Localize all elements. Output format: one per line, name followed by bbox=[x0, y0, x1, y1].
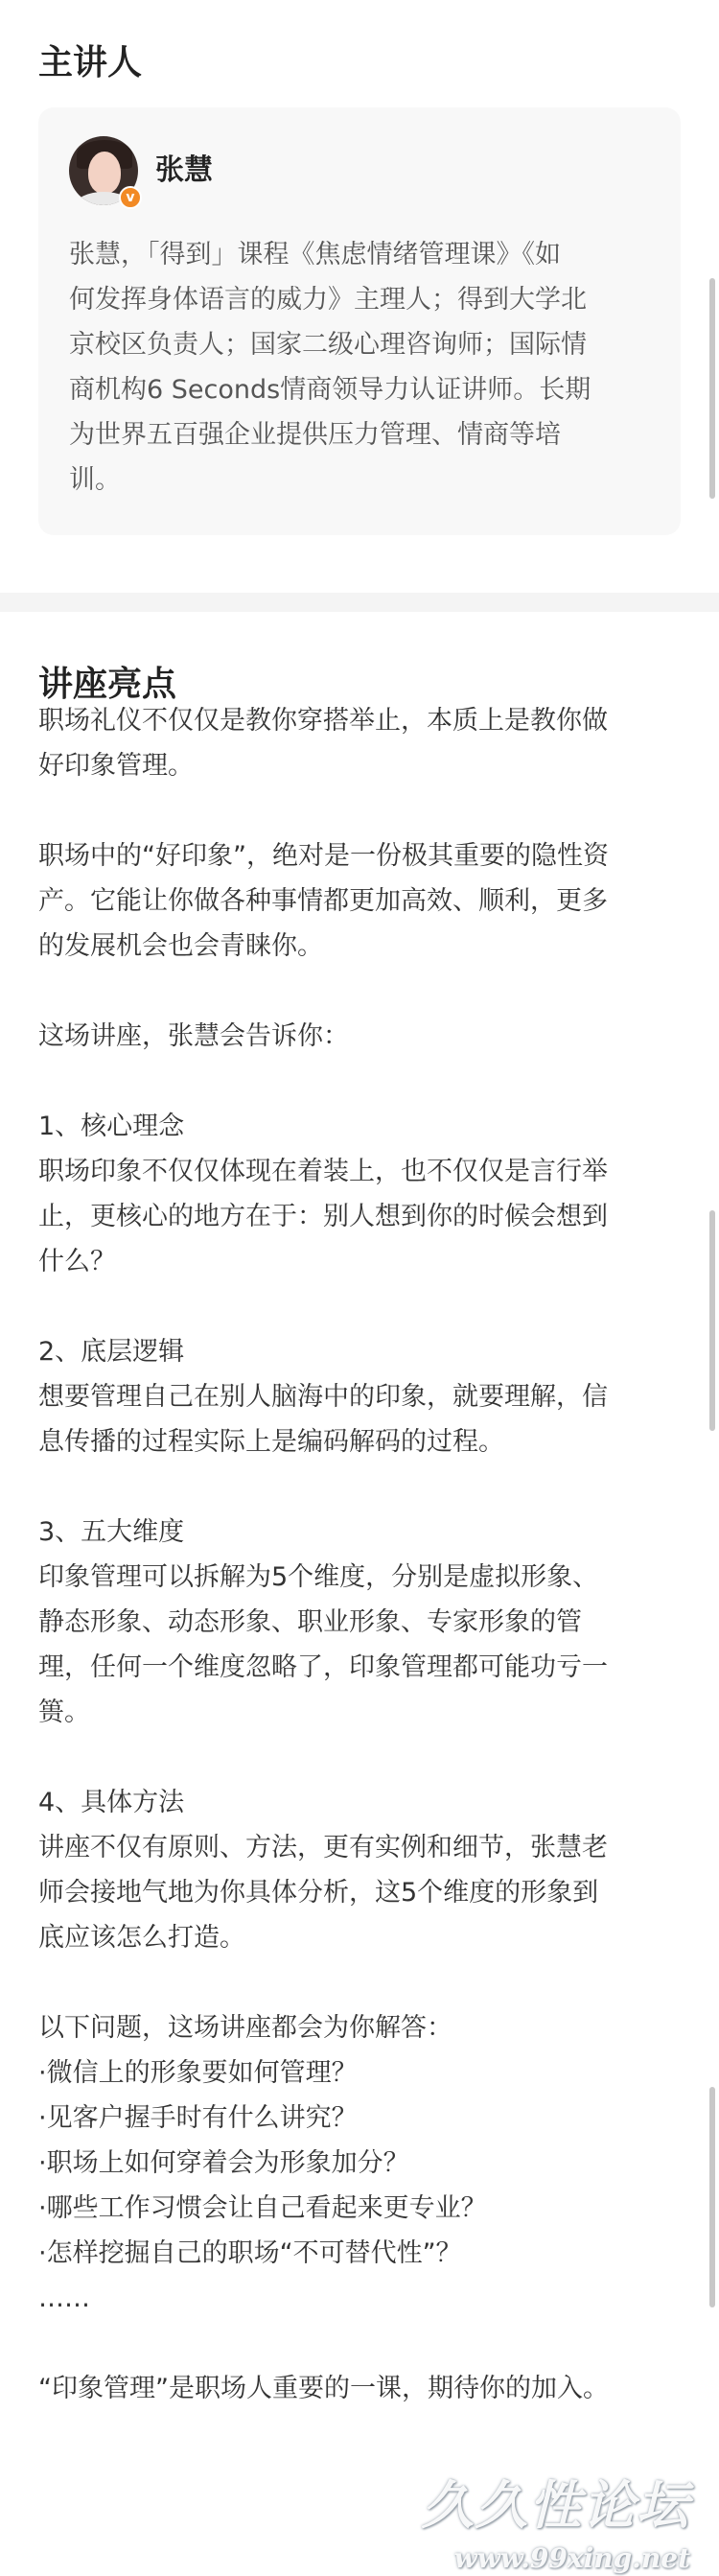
speaker-name: 张慧 bbox=[155, 153, 213, 187]
highlight-line: 息传播的过程实际上是编码解码的过程。 bbox=[38, 1427, 504, 1457]
highlight-line: ·见客户握手时有什么讲究？ bbox=[38, 2103, 358, 2133]
highlight-line: 篑。 bbox=[38, 1698, 90, 1727]
bio-line: 商机构6 Seconds情商领导力认证讲师。长期 bbox=[69, 375, 591, 405]
watermark-title: 久久性论坛 bbox=[422, 2474, 690, 2536]
highlight-line: 以下问题，这场讲座都会为你解答： bbox=[38, 2013, 452, 2043]
highlight-line: 4、具体方法 bbox=[38, 1788, 185, 1817]
highlight-line: “印象管理”是职场人重要的一课，期待你的加入。 bbox=[38, 2374, 609, 2403]
paragraph-spacer bbox=[38, 788, 681, 833]
paragraph-spacer bbox=[38, 1735, 681, 1780]
scrollbar-thumb-bottom[interactable] bbox=[709, 2087, 715, 2307]
highlight-line: 想要管理自己在别人脑海中的印象，就要理解，信 bbox=[38, 1382, 608, 1412]
highlight-line: ·微信上的形象要如何管理？ bbox=[38, 2058, 358, 2088]
watermark-url: www.99xing.net bbox=[453, 2542, 690, 2574]
highlight-line: 理，任何一个维度忽略了，印象管理都可能功亏一 bbox=[38, 1652, 608, 1682]
highlights-body bbox=[38, 698, 681, 2411]
highlight-line: 静态形象、动态形象、职业形象、专家形象的管 bbox=[38, 1607, 582, 1637]
highlight-line: ·职场上如何穿着会为形象加分？ bbox=[38, 2148, 409, 2178]
verified-badge-icon: v bbox=[119, 186, 142, 209]
highlight-line: 师会接地气地为你具体分析，这5个维度的形象到 bbox=[38, 1878, 599, 1908]
highlight-line: …… bbox=[38, 2283, 90, 2313]
highlight-line: 1、核心理念 bbox=[38, 1112, 185, 1141]
speaker-card[interactable] bbox=[38, 107, 681, 535]
highlight-line: 职场中的“好印象”，绝对是一份极其重要的隐性资 bbox=[38, 841, 609, 871]
highlight-line: 的发展机会也会青睐你。 bbox=[38, 931, 323, 961]
highlight-line: 讲座不仅有原则、方法，更有实例和细节，张慧老 bbox=[38, 1833, 608, 1862]
highlight-line: 2、底层逻辑 bbox=[38, 1337, 185, 1367]
bio-line: 训。 bbox=[69, 465, 121, 495]
scrollbar-thumb-lower[interactable] bbox=[709, 1210, 715, 1431]
highlight-line: 职场印象不仅仅体现在着装上，也不仅仅是言行举 bbox=[38, 1157, 608, 1186]
highlight-line: 产。它能让你做各种事情都更加高效、顺利，更多 bbox=[38, 886, 608, 916]
section-divider bbox=[0, 593, 719, 612]
highlight-line: 好印象管理。 bbox=[38, 751, 194, 781]
bio-line: 为世界五百强企业提供压力管理、情商等培 bbox=[69, 420, 561, 450]
avatar-face bbox=[88, 152, 121, 194]
watermark-logo bbox=[422, 2465, 690, 2574]
highlight-line: ·哪些工作习惯会让自己看起来更专业？ bbox=[38, 2193, 487, 2223]
paragraph-spacer bbox=[38, 1284, 681, 1329]
highlight-line: 印象管理可以拆解为5个维度，分别是虚拟形象、 bbox=[38, 1562, 599, 1592]
speaker-bio bbox=[69, 232, 658, 503]
paragraph-spacer bbox=[38, 1059, 681, 1104]
bio-line: 何发挥身体语言的威力》主理人；得到大学北 bbox=[69, 285, 587, 315]
highlight-line: 什么？ bbox=[38, 1247, 116, 1276]
highlight-line: 底应该怎么打造。 bbox=[38, 1923, 245, 1953]
highlight-line: ·怎样挖掘自己的职场“不可替代性”？ bbox=[38, 2238, 462, 2268]
paragraph-spacer bbox=[38, 2321, 681, 2366]
highlight-line: 止，更核心的地方在于：别人想到你的时候会想到 bbox=[38, 1202, 608, 1231]
paragraph-spacer bbox=[38, 969, 681, 1014]
paragraph-spacer bbox=[38, 1960, 681, 2005]
highlight-line: 3、五大维度 bbox=[38, 1517, 185, 1547]
bio-line: 京校区负责人；国家二级心理咨询师；国际情 bbox=[69, 330, 587, 360]
speaker-section-title: 主讲人 bbox=[38, 43, 143, 82]
bio-line: 张慧，「得到」课程《焦虑情绪管理课》《如 bbox=[69, 240, 561, 269]
highlight-line: 职场礼仪不仅仅是教你穿搭举止，本质上是教你做 bbox=[38, 706, 608, 736]
paragraph-spacer bbox=[38, 1464, 681, 1510]
highlight-line: 这场讲座，张慧会告诉你： bbox=[38, 1021, 349, 1051]
highlights-section-title: 讲座亮点 bbox=[38, 665, 177, 704]
scrollbar-thumb[interactable] bbox=[709, 278, 715, 499]
